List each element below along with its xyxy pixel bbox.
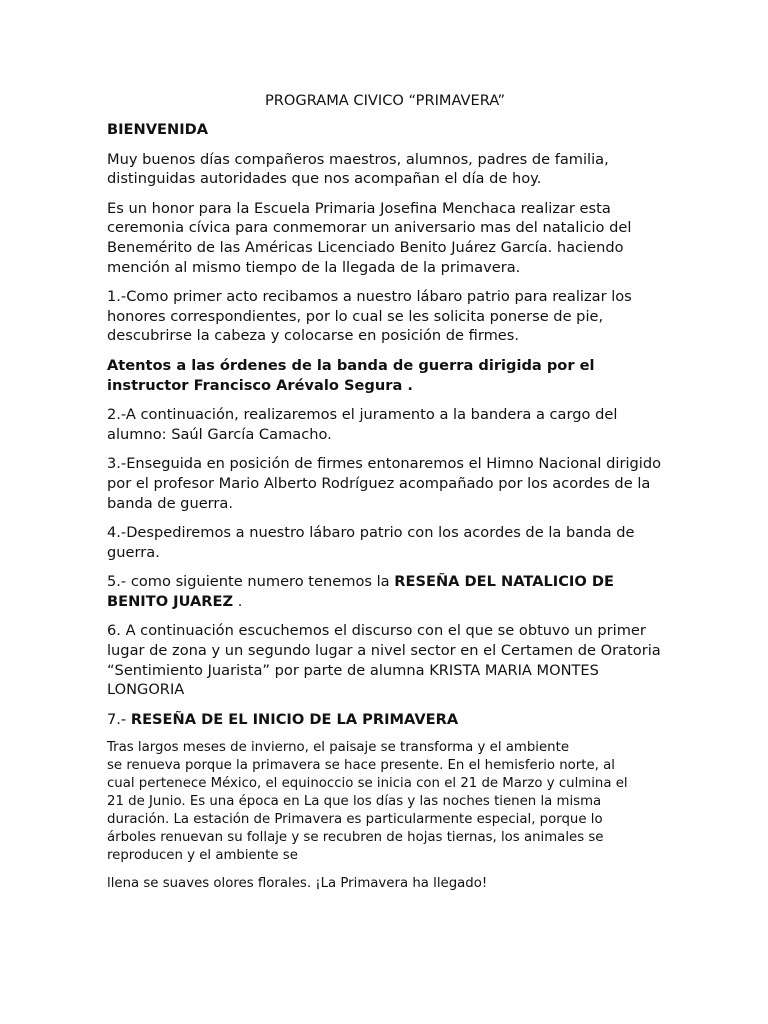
item-5-suffix: . xyxy=(233,592,243,610)
item-7-paragraph xyxy=(107,710,663,730)
item-6-paragraph: 6. A continuación escuchemos el discurso con el que se obtuvo un primer lugar de zona y un segundo lugar a nivel sector en el Certamen de Oratoria “Sentimiento Juarista” por parte de alumna KRISTA MARIA MONTES LONGORIA xyxy=(107,622,661,699)
document-title: PROGRAMA CIVICO “PRIMAVERA” xyxy=(264,92,506,109)
spring-line: cual pertenece México, el equinoccio se inicia con el 21 de Marzo y culmina el xyxy=(107,776,628,792)
welcome-heading: BIENVENIDA xyxy=(107,121,209,138)
item-3-paragraph: 3.-Enseguida en posición de firmes entonaremos el Himno Nacional dirigido por el profesor Mario Alberto Rodríguez acompañado por los acordes de la banda de guerra. xyxy=(107,455,662,512)
item-1-paragraph: 1.-Como primer acto recibamos a nuestro lábaro patrio para realizar los honores correspondientes, por lo cual se les solicita ponerse de pie, descubrirse la cabeza y colocarse en posición de firmes. xyxy=(107,288,632,345)
band-notice-paragraph: Atentos a las órdenes de la banda de guerra dirigida por el instructor Francisco Arévalo Segura . xyxy=(107,356,595,394)
document-page xyxy=(107,91,663,903)
item-5-paragraph xyxy=(107,572,663,611)
item-5-bold-title: RESEÑA DEL NATALICIO DE BENITO JUAREZ xyxy=(107,573,614,610)
spring-line: duración. La estación de Primavera es particularmente especial, porque lo xyxy=(107,812,603,828)
spring-line: 21 de Junio. Es una época en La que los días y las noches tienen la misma xyxy=(107,794,602,810)
item-7-bold-title: RESEÑA DE EL INICIO DE LA PRIMAVERA xyxy=(130,710,459,728)
item-7-prefix: 7.- xyxy=(107,710,131,728)
spring-closing-line: llena se suaves olores florales. ¡La Primavera ha llegado! xyxy=(107,875,488,891)
spring-line: Tras largos meses de invierno, el paisaje se transforma y el ambiente xyxy=(107,740,569,756)
spring-line: reproducen y el ambiente se xyxy=(107,847,298,863)
item-2-paragraph: 2.-A continuación, realizaremos el juramento a la bandera a cargo del alumno: Saúl García Camacho. xyxy=(107,406,618,443)
spring-line: se renueva porque la primavera se hace presente. En el hemisferio norte, al xyxy=(107,758,615,774)
greeting-paragraph: Muy buenos días compañeros maestros, alumnos, padres de familia, distinguidas autoridades que nos acompañan el día de hoy. xyxy=(107,150,609,188)
spring-line: árboles renuevan su follaje y se recubren de hojas tiernas, los animales se xyxy=(107,829,604,845)
intro-paragraph: Es un honor para la Escuela Primaria Josefina Menchaca realizar esta ceremonia cívica para conmemorar un aniversario mas del natalicio del Benemérito de las Américas Licenciado Benito Juárez García. haciendo mención al mismo tiempo de la llegada de la primavera. xyxy=(107,199,632,276)
spring-paragraph xyxy=(107,739,663,864)
item-4-paragraph: 4.-Despediremos a nuestro lábaro patrio con los acordes de la banda de guerra. xyxy=(107,524,635,561)
item-5-prefix: 5.- como siguiente numero tenemos la xyxy=(107,573,395,591)
